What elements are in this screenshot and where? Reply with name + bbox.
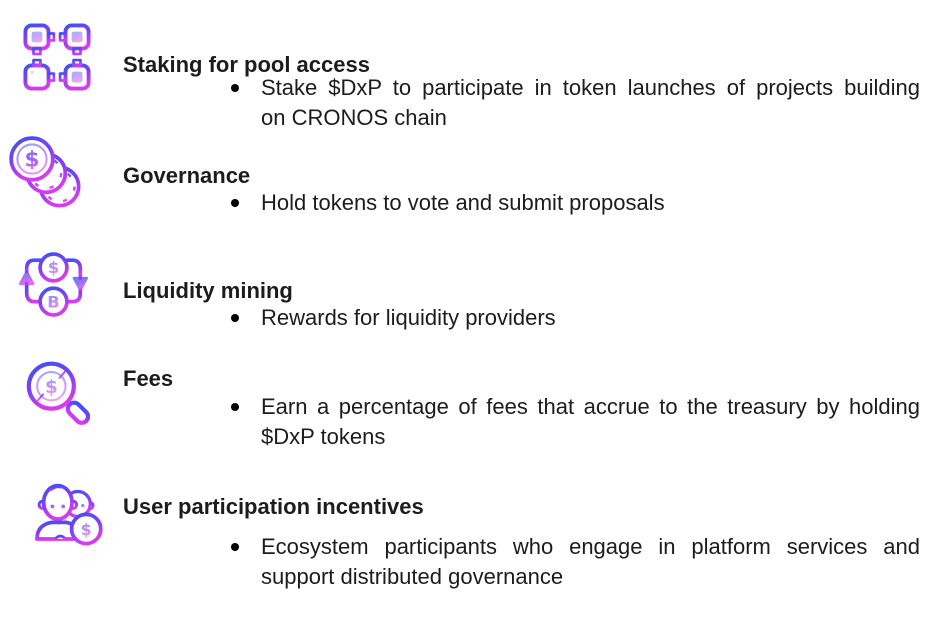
svg-text:$: $	[47, 258, 60, 278]
bullet-line: Stake $DxP to participate in token launches of projects building	[261, 75, 920, 100]
bullet-item	[261, 303, 920, 333]
bullet-line: Hold tokens to vote and submit proposals	[261, 190, 665, 215]
bullet-line: $DxP tokens	[261, 424, 386, 449]
bullet-line: Rewards for liquidity providers	[261, 305, 556, 330]
bullet-line: support distributed governance	[261, 564, 564, 589]
bullet-line: on CRONOS chain	[261, 105, 447, 130]
bullet-item	[261, 392, 920, 452]
section-heading: Fees	[123, 366, 174, 392]
coins-stack-icon	[5, 134, 89, 214]
bullet-dot	[231, 543, 239, 551]
svg-text:$: $	[24, 147, 40, 173]
blockchain-nodes-icon	[20, 20, 94, 94]
section-heading: Staking for pool access	[123, 52, 370, 78]
bullet-line: Earn a percentage of fees that accrue to the treasury by holding	[261, 394, 920, 419]
users-coin-icon	[22, 474, 112, 554]
bullet-item	[261, 188, 920, 218]
bullet-item	[261, 73, 920, 133]
bullet-dot	[231, 199, 239, 207]
section-heading: Governance	[123, 163, 251, 189]
bullet-line: Ecosystem participants who engage in platform services and	[261, 534, 920, 559]
bullet-dot	[231, 84, 239, 92]
bullet-dot	[231, 314, 239, 322]
section-heading: Liquidity mining	[123, 278, 293, 304]
svg-text:B: B	[47, 292, 60, 312]
bullet-item	[261, 532, 920, 592]
currency-swap-icon	[10, 248, 97, 326]
magnifier-dollar-icon	[18, 350, 98, 439]
section-heading: User participation incentives	[123, 494, 424, 520]
svg-text:$: $	[80, 519, 92, 539]
bullet-dot	[231, 403, 239, 411]
svg-text:$: $	[44, 376, 58, 398]
